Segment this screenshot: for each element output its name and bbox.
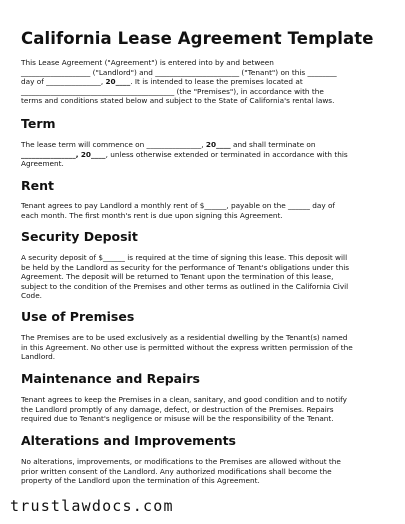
alterations-line: prior written consent of the Landlord. Any authorized modifications shall become the bbox=[21, 466, 332, 476]
alterations-line: property of the Landlord upon the termination of this Agreement. bbox=[21, 476, 260, 486]
use-of-premises-paragraph bbox=[21, 333, 383, 362]
section-heading-rent: Rent bbox=[21, 178, 54, 193]
rent-paragraph bbox=[21, 201, 383, 220]
intro-line: ___________________ ("Landlord") and _______________________ ("Tenant") on this ________ bbox=[21, 67, 337, 77]
term-line: The lease term will commence on _______________, 20____ and shall terminate on bbox=[21, 140, 316, 149]
use-line: Landlord. bbox=[21, 352, 56, 362]
intro-line: day of _______________, 20____. It is intended to lease the premises located at bbox=[21, 77, 303, 87]
maintenance-line: the Landlord promptly of any damage, defect, or destruction of the Premises. Repairs bbox=[21, 404, 334, 414]
security-deposit-paragraph bbox=[21, 253, 383, 301]
intro-paragraph bbox=[21, 58, 383, 106]
maintenance-line: required due to Tenant's negligence or misuse will be the responsibility of the Tenant. bbox=[21, 414, 334, 424]
section-heading-term: Term bbox=[21, 116, 56, 131]
deposit-line: Code. bbox=[21, 291, 42, 301]
section-heading-alterations: Alterations and Improvements bbox=[21, 433, 237, 448]
year-blank: 20____ bbox=[80, 149, 106, 159]
use-line: in this Agreement. No other use is permitted without the express written permission of the bbox=[21, 342, 353, 352]
term-line: _______________, 20____, unless otherwise extended or terminated in accordance with this bbox=[21, 149, 348, 159]
site-logo: trustlawdocs.com bbox=[10, 497, 174, 515]
term-line: Agreement. bbox=[21, 159, 64, 169]
rent-line: Tenant agrees to pay Landlord a monthly rent of $______, payable on the ______ day of bbox=[21, 201, 335, 210]
section-heading-maintenance: Maintenance and Repairs bbox=[21, 371, 200, 386]
deposit-line: Agreement. The deposit will be returned to Tenant upon the termination of this lease, bbox=[21, 272, 334, 282]
intro-line: __________________________________________ (the "Premises"), in accordance with the bbox=[21, 86, 324, 96]
alterations-line: No alterations, improvements, or modifications to the Premises are allowed without the bbox=[21, 457, 341, 466]
rent-line: each month. The first month's rent is due upon signing this Agreement. bbox=[21, 210, 283, 220]
date-blank: _______________, bbox=[21, 149, 79, 159]
maintenance-line: Tenant agrees to keep the Premises in a clean, sanitary, and good condition and to notify bbox=[21, 395, 347, 404]
section-heading-security-deposit: Security Deposit bbox=[21, 229, 138, 244]
alterations-paragraph bbox=[21, 457, 383, 486]
use-line: The Premises are to be used exclusively as a residential dwelling by the Tenant(s) named bbox=[21, 333, 348, 342]
year-blank: 20____ bbox=[205, 140, 231, 149]
year-blank: 20____ bbox=[105, 77, 131, 87]
section-heading-use-of-premises: Use of Premises bbox=[21, 309, 135, 324]
maintenance-paragraph bbox=[21, 395, 383, 424]
deposit-line: be held by the Landlord as security for the performance of Tenant's obligations under this bbox=[21, 262, 350, 272]
term-paragraph bbox=[21, 140, 383, 169]
document-title: California Lease Agreement Template bbox=[21, 29, 374, 48]
intro-line: terms and conditions stated below and subject to the State of California's rental laws. bbox=[21, 96, 335, 106]
deposit-line: A security deposit of $______ is required at the time of signing this lease. This deposit will bbox=[21, 253, 348, 262]
intro-line: This Lease Agreement ("Agreement") is entered into by and between bbox=[21, 58, 274, 67]
deposit-line: subject to the condition of the Premises and other terms as outlined in the California Civil bbox=[21, 281, 349, 291]
